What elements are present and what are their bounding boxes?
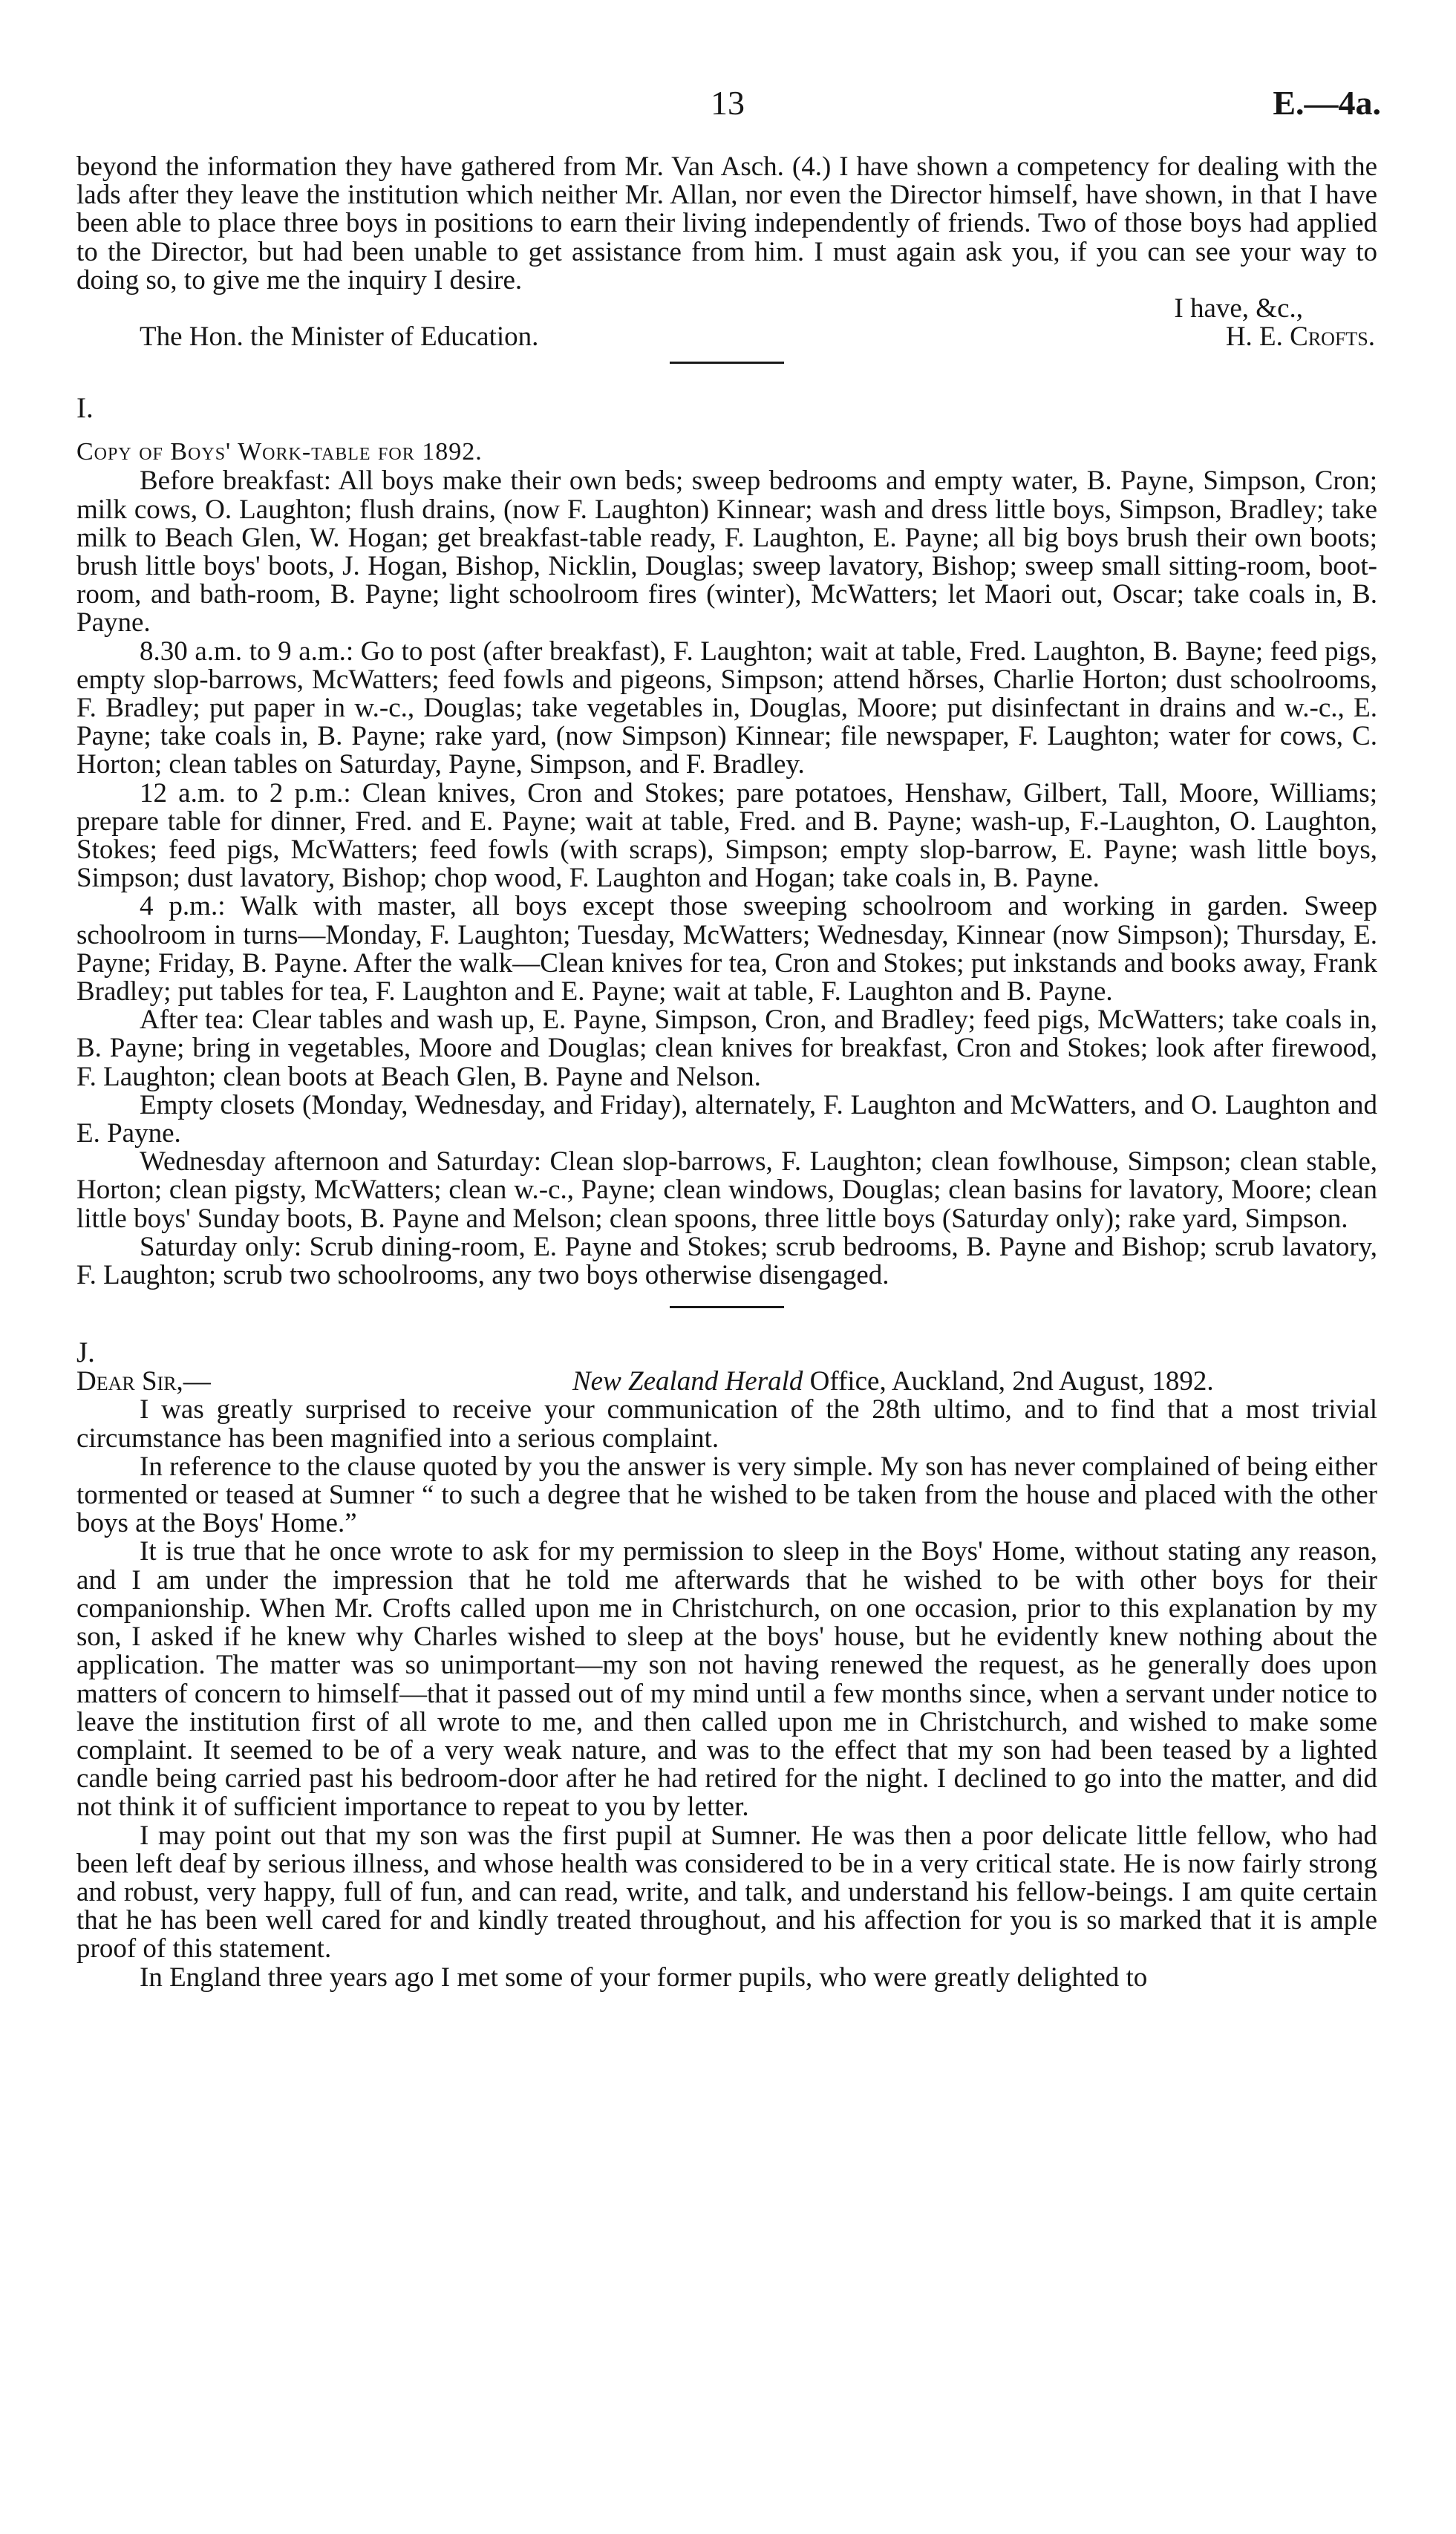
- letter-place-date: [572, 1368, 1214, 1396]
- signature: H. E. Crofts.: [1225, 321, 1375, 353]
- worktable-paragraph-saturday: Saturday only: Scrub dining-room, E. Payne and Stokes; scrub bedrooms, B. Payne and Bishop; scrub lavatory, F. Laughton; scrub two schoolrooms, any two boys otherwise disengaged.: [76, 1231, 1377, 1291]
- section-i-title: Copy of Boys' Work-table for 1892.: [76, 438, 483, 466]
- section-i-letter: I.: [76, 392, 94, 425]
- worktable-paragraph-wednesday: Wednesday afternoon and Saturday: Clean slop-barrows, F. Laughton; clean fowlhouse, Simpson; clean stable, Horton; clean pigsty, McWatters; clean w.-c., Payne; clean windows, Douglas; clean basins for lavatory, Moore; clean little boys' Sunday boots, B. Payne and Melson; clean spoons, three little boys (Saturday only); rake yard, Simpson.: [76, 1146, 1377, 1234]
- page-number: 13: [711, 84, 745, 122]
- letter-paragraph: I was greatly surprised to receive your communication of the 28th ultimo, and to find that a most trivial circumstance has been magnified into a serious complaint.: [76, 1394, 1377, 1454]
- addressee-row: [76, 323, 1377, 351]
- letter-paragraph: In reference to the clause quoted by you the answer is very simple. My son has never complained of being either tormented or teased at Sumner “ to such a degree that he wished to be taken from the house and placed with the other boys at the Boys' Home.”: [76, 1451, 1377, 1539]
- worktable-paragraph-afternoon: 4 p.m.: Walk with master, all boys except those sweeping schoolroom and working in garden. Sweep schoolroom in turns—Monday, F. Laughton; Tuesday, McWatters; Wednesday, Kinnear (now Simpson); Thursday, E. Payne; Friday, B. Payne. After the walk—Clean knives for tea, Cron and Stokes; put inkstands and books away, Frank Bradley; put tables for tea, F. Laughton and E. Payne; wait at table, F. Laughton and B. Payne.: [76, 891, 1377, 1008]
- worktable-paragraph-midday: 12 a.m. to 2 p.m.: Clean knives, Cron and Stokes; pare potatoes, Henshaw, Gilbert, Tall, Moore, Williams; prepare table for dinner, Fred. and E. Payne; wait at table, Fred. and B. Payne; wash-up, F.-Laughton, O. Laughton, Stokes; feed pigs, McWatters; feed fowls (with scraps), Simpson; empty slop-barrow, E. Payne; wash little boys, Simpson; dust lavatory, Bishop; chop wood, F. Laughton and Hogan; take coals in, B. Payne.: [76, 777, 1377, 894]
- closing-text: I have, &c.,: [1174, 293, 1303, 324]
- letter-heading-row: [76, 1368, 1377, 1396]
- document-reference: E.—4a.: [1273, 84, 1381, 122]
- document-body: [76, 153, 1377, 1992]
- intro-paragraph: beyond the information they have gathered from Mr. Van Asch. (4.) I have shown a competency for dealing with the lads after they leave the institution which neither Mr. Allan, nor even the Director himself, have shown, in that I have been able to place three boys in positions to earn their living independently of friends. Two of those boys had applied to the Director, but had been unable to get assistance from him. I must again ask you, if you can see your way to doing so, to give me the inquiry I desire.: [76, 151, 1377, 295]
- letter-paragraph: It is true that he once wrote to ask for my permission to sleep in the Boys' Home, without stating any reason, and I am under the impression that he told me afterwards that he wished to be with other boys for their companionship. When Mr. Crofts called upon me in Christchurch, on one occasion, prior to this explanation by my son, I asked if he knew why Charles wished to sleep at the boys' house, but he evidently knew nothing about the application. The matter was so unimportant—my son not having renewed the request, as he generally does upon matters of concern to himself—that it passed out of my mind until a few months since, when a servant under notice to leave the institution first of all wrote to me, and then called upon me in Christchurch, and wished to make some complaint. It seemed to be of a very weak nature, and was to the effect that my son had been teased by a lighted candle being carried past his bedroom-door after he had retired for the night. I declined to go into the matter, and did not think it of sufficient importance to repeat to you by letter.: [76, 1536, 1377, 1823]
- letter-greeting: Dear Sir,—: [76, 1366, 211, 1397]
- place-date-text: Office, Auckland, 2nd August, 1892.: [803, 1366, 1214, 1397]
- newspaper-name: New Zealand Herald: [572, 1366, 803, 1397]
- worktable-paragraph-after-tea: After tea: Clear tables and wash up, E. Payne, Simpson, Cron, and Bradley; feed pigs, McWatters; take coals in, B. Payne; bring in vegetables, Moore and Douglas; clean knives for breakfast, Cron and Stokes; look after firewood, F. Laughton; clean boots at Beach Glen, B. Payne and Nelson.: [76, 1005, 1377, 1092]
- page-header: [74, 83, 1381, 128]
- closing-row: [76, 295, 1377, 323]
- worktable-paragraph-closets: Empty closets (Monday, Wednesday, and Friday), alternately, F. Laughton and McWatters, and O. Laughton and E. Payne.: [76, 1089, 1377, 1149]
- section-j-letter: J.: [76, 1336, 95, 1369]
- worktable-paragraph-morning: 8.30 a.m. to 9 a.m.: Go to post (after breakfast), F. Laughton; wait at table, Fred. Laughton, B. Bayne; feed pigs, empty slop-barrows, McWatters; feed fowls and pigeons, Simpson; attend hðrses, Charlie Horton; dust schoolrooms, F. Bradley; put paper in w.-c., Douglas; take vegetables in, Douglas, Moore; put disinfectant in drains and w.-c., E. Payne; take coals in, B. Payne; rake yard, (now Simpson) Kinnear; file newspaper, F. Laughton; water for cows, C. Horton; clean tables on Saturday, Payne, Simpson, and F. Bradley.: [76, 636, 1377, 780]
- addressee: The Hon. the Minister of Education.: [140, 321, 539, 353]
- letter-paragraph-continued: In England three years ago I met some of your former pupils, who were greatly delighted to: [140, 1962, 1148, 1993]
- letter-paragraph: I may point out that my son was the first pupil at Sumner. He was then a poor delicate little fellow, who had been left deaf by serious illness, and whose health was considered to be in a very critical state. He is now fairly strong and robust, very happy, full of fun, and can read, write, and talk, and understand his fellow-beings. I am quite certain that he has been well cared for and kindly treated throughout, and his affection for you is so marked that it is ample proof of this statement.: [76, 1820, 1377, 1965]
- worktable-paragraph-before-breakfast: Before breakfast: All boys make their own beds; sweep bedrooms and empty water, B. Payne, Simpson, Cron; milk cows, O. Laughton; flush drains, (now F. Laughton) Kinnear; wash and dress little boys, Simpson, Bradley; take milk to Beach Glen, W. Hogan; get breakfast-table ready, F. Laughton, E. Payne; all big boys brush their own boots; brush little boys' boots, J. Hogan, Bishop, Nicklin, Douglas; sweep lavatory, Bishop; sweep small sitting-room, boot-room, and bath-room, B. Payne; light schoolroom fires (winter), McWatters; let Maori out, Oscar; take coals in, B. Payne.: [76, 466, 1377, 639]
